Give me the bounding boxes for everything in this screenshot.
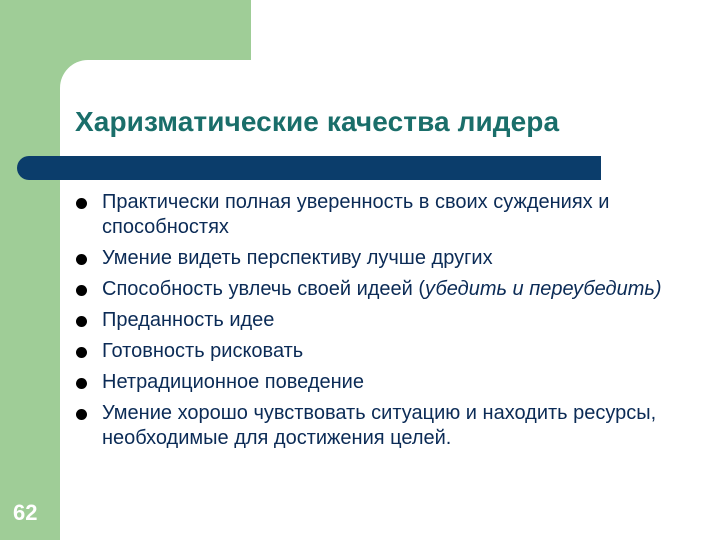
bullet-text: Готовность рисковать bbox=[102, 340, 304, 362]
bullet-icon bbox=[76, 198, 87, 209]
slide-title: Харизматические качества лидера bbox=[75, 106, 560, 137]
bullet-text: Умение хорошо чувствовать ситуацию и находить ресурсы, необходимые для достижения целей. bbox=[102, 402, 657, 449]
bullet-icon bbox=[76, 409, 87, 420]
list-item bbox=[74, 308, 674, 333]
bullet-italic-text: убедить и переубедить) bbox=[425, 278, 662, 300]
list-item bbox=[74, 339, 674, 364]
bullet-icon bbox=[76, 254, 87, 265]
list-item bbox=[74, 370, 674, 395]
bullet-icon bbox=[76, 347, 87, 358]
bullet-icon bbox=[76, 316, 87, 327]
list-item bbox=[74, 277, 674, 302]
page-number: 62 bbox=[13, 500, 38, 525]
bullet-icon bbox=[76, 285, 87, 296]
bullet-text: Умение видеть перспективу лучше других bbox=[102, 247, 493, 269]
list-item bbox=[74, 246, 674, 271]
list-item bbox=[74, 401, 674, 451]
list-item bbox=[74, 190, 674, 240]
title-underline-bar bbox=[17, 156, 601, 180]
bullet-text: Способность увлечь своей идеей ( bbox=[102, 278, 426, 300]
bullet-icon bbox=[76, 378, 87, 389]
bullet-list bbox=[74, 190, 674, 457]
bullet-text: Преданность идее bbox=[102, 309, 275, 331]
bullet-text: Практически полная уверенность в своих суждениях и способностях bbox=[102, 191, 610, 238]
bullet-text: Нетрадиционное поведение bbox=[102, 371, 364, 393]
